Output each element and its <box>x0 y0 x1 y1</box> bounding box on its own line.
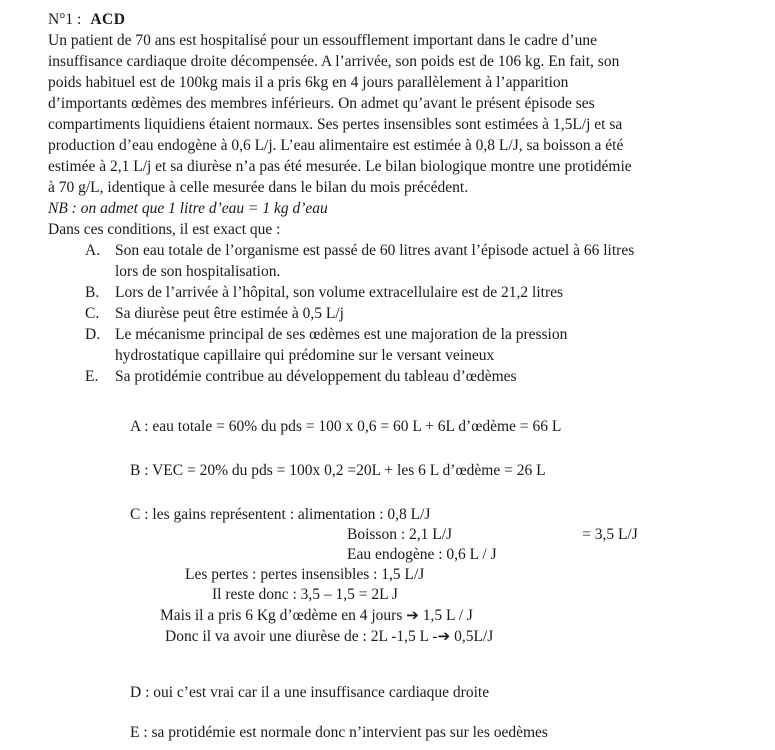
option-letter: E. <box>85 368 99 385</box>
option-text <box>115 366 517 387</box>
option-item-c <box>48 303 739 324</box>
nb-note: NB : on admet que 1 litre d’eau = 1 kg d’eau <box>48 200 328 217</box>
option-letter: D. <box>85 326 101 343</box>
case-line: estimée à 2,1 L/j et sa diurèse n’a pas été mesurée. Le bilan biologique montre une protidémie <box>48 158 632 175</box>
question-number: N°1 : <box>48 11 82 28</box>
case-line: production d’eau endogène à 0,6 L/j. L’eau alimentaire est estimée à 0,8 L/J, sa boisson a été <box>48 137 624 154</box>
option-letter: C. <box>85 305 100 322</box>
option-item-e <box>48 366 739 387</box>
donc-text: Donc il va avoir une diurèse de : 2L -1,5 L - <box>165 628 438 645</box>
correction-line-b: B : VEC = 20% du pds = 100x 0,2 =20L + les 6 L d’œdème = 26 L <box>130 462 546 479</box>
case-line: Un patient de 70 ans est hospitalisé pour un essoufflement important dans le cadre d’une <box>48 32 597 49</box>
correction-line-c-eau-endogene: Eau endogène : 0,6 L / J <box>347 546 497 563</box>
answer-key: ACD <box>90 11 126 28</box>
correction-line-mais <box>160 605 739 626</box>
case-line: d’importants œdèmes des membres inférieurs. On admet qu’avant le présent épisode ses <box>48 95 595 112</box>
correction-line-donc <box>165 626 739 647</box>
correction-block <box>48 417 739 743</box>
option-text-line: Son eau totale de l’organisme est passé de 60 litres avant l’épisode actuel à 66 litres <box>115 242 635 259</box>
case-paragraph <box>48 30 739 198</box>
option-text-line: hydrostatique capillaire qui prédomine sur le versant veineux <box>115 347 495 364</box>
options-list <box>48 240 739 387</box>
mais-text: Mais il a pris 6 Kg d’œdème en 4 jours <box>160 607 407 624</box>
correction-line-a: A : eau totale = 60% du pds = 100 x 0,6 = 60 L + 6L d’œdème = 66 L <box>130 418 562 435</box>
option-text-line: Lors de l’arrivée à l’hôpital, son volume extracellulaire est de 21,2 litres <box>115 284 564 301</box>
case-line: à 70 g/L, identique à celle mesurée dans le bilan du mois précédent. <box>48 179 469 196</box>
correction-line-e: E : sa protidémie est normale donc n’intervient pas sur les oedèmes <box>130 724 548 741</box>
option-text <box>115 282 563 303</box>
option-text <box>115 324 567 366</box>
question-title <box>48 9 739 30</box>
intro-line: Dans ces conditions, il est exact que : <box>48 221 281 238</box>
option-text <box>115 240 634 282</box>
right-arrow-icon: ➔ <box>437 627 451 645</box>
correction-line-c-gains: C : les gains représentent : alimentation : 0,8 L/J <box>130 506 431 523</box>
boisson-value: Boisson : 2,1 L/J <box>347 526 453 543</box>
correction-line-d: D : oui c’est vrai car il a une insuffisance cardiaque droite <box>130 684 490 701</box>
gains-total: = 3,5 L/J <box>582 526 638 543</box>
option-text <box>115 303 344 324</box>
option-text-line: Le mécanisme principal de ses œdèmes est une majoration de la pression <box>115 326 568 343</box>
donc-result: 0,5L/J <box>450 628 494 645</box>
correction-line-c-boisson <box>347 525 739 545</box>
correction-line-pertes: Les pertes : pertes insensibles : 1,5 L/J <box>185 566 425 583</box>
right-arrow-icon: ➔ <box>406 606 419 624</box>
option-item-b <box>48 282 739 303</box>
option-letter: A. <box>85 242 101 259</box>
option-text-line: Sa protidémie contribue au développement du tableau d’œdèmes <box>115 368 517 385</box>
case-line: poids habituel est de 100kg mais il a pris 6kg en 4 jours parallèlement à l’apparition <box>48 74 569 91</box>
option-letter: B. <box>85 284 100 301</box>
option-text-line: Sa diurèse peut être estimée à 0,5 L/j <box>115 305 344 322</box>
option-item-a <box>48 240 739 282</box>
option-item-d <box>48 324 739 366</box>
option-text-line: lors de son hospitalisation. <box>115 263 281 280</box>
case-line: compartiments liquidiens étaient normaux. Ses pertes insensibles sont estimées à 1,5L/j et sa <box>48 116 623 133</box>
mais-result: 1,5 L / J <box>418 607 473 624</box>
correction-line-reste: Il reste donc : 3,5 – 1,5 = 2L J <box>212 586 398 603</box>
case-line: insuffisance cardiaque droite décompensée. A l’arrivée, son poids est de 106 kg. En fait, son <box>48 53 620 70</box>
